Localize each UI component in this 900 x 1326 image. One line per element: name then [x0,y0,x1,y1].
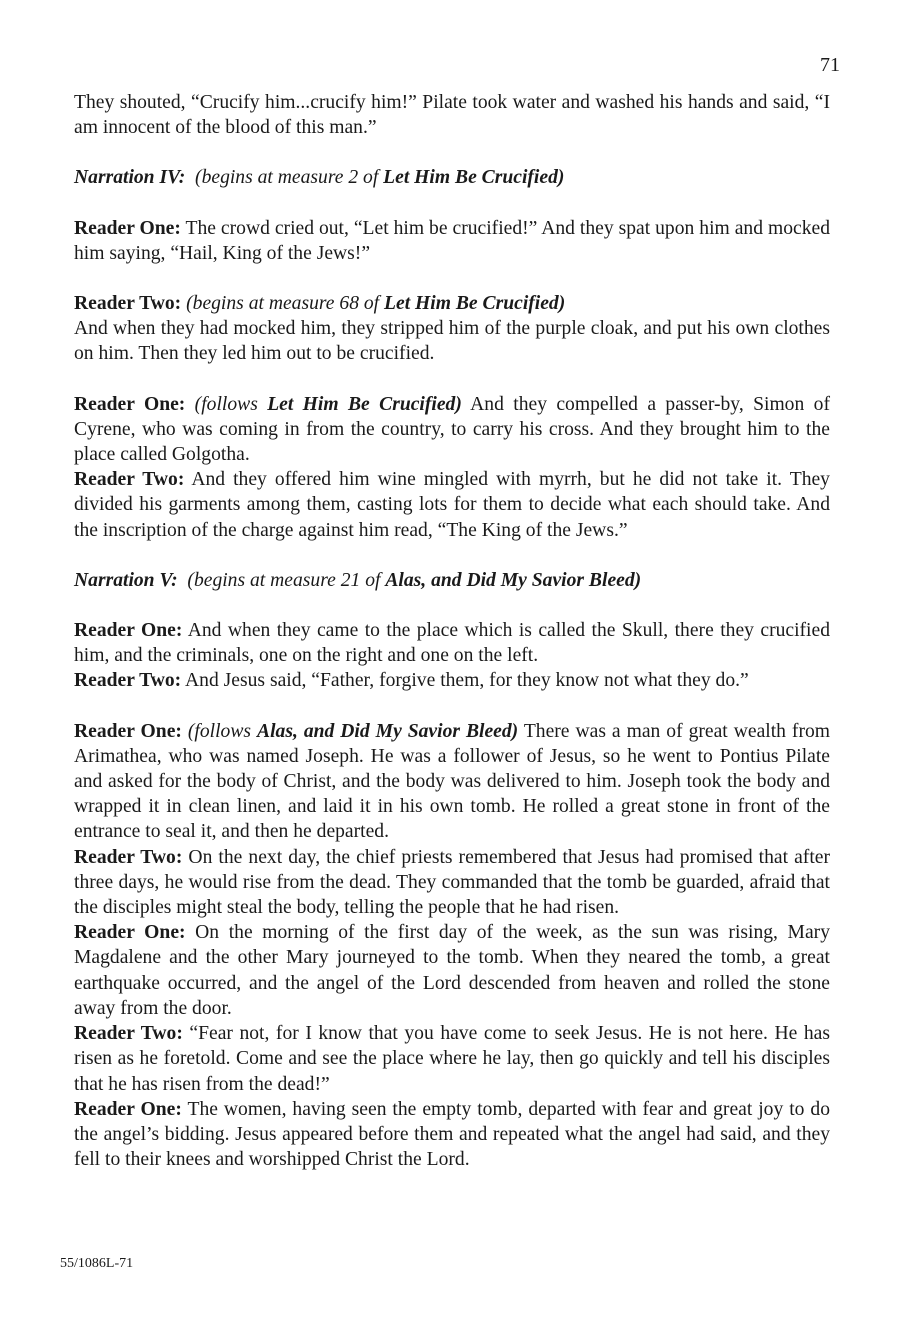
reader-text: There was a man of great wealth from Arimathea, who was named Joseph. He was a follower of Jesus, so he went to Pontius Pilate and asked for the body of Christ, and the body was delivered to him. Joseph took the body and wrapped it in clean linen, and laid it in his own tomb. He rolled a great stone in front of the entrance to seal it, and then he departed. [74,720,831,843]
reader-line [74,920,830,1021]
stage-direction [181,293,565,314]
reader-line [74,467,830,543]
reader-line [74,618,830,668]
song-title: Let Him Be Crucified) [384,293,566,315]
reader-line [74,1097,830,1173]
reader-text: On the morning of the first day of the week, as the sun was rising, Mary Magdalene and the other Mary journeyed to the tomb. When they neared the tomb, a great earthquake occurred, and the angel of the Lord descended from heaven and rolled the stone away from the door. [74,922,830,1019]
speaker-label: Reader Two: [74,293,182,315]
song-title: Let Him Be Crucified) [383,167,565,189]
direction-text: (begins at measure 68 of [181,293,385,315]
song-title: Alas, and Did My Savior Bleed) [257,720,519,742]
stage-direction [185,394,462,415]
narration-heading [74,568,830,593]
paragraph-text: They shouted, “Crucify him...crucify him!” Pilate took water and washed his hands and said, “I am innocent of the blood of this man.” [74,92,830,139]
reader-line [74,668,830,693]
speaker-label: Reader One: [74,393,186,415]
speaker-label: Reader Two: [74,469,185,491]
narration-label: Narration IV: [74,167,186,189]
page-number: 71 [820,54,840,76]
speaker-label: Reader One: [74,217,181,239]
script-text [74,90,830,1172]
speaker-label: Reader Two: [74,670,182,692]
direction-text: (follows [185,393,268,415]
song-title: Alas, and Did My Savior Bleed) [385,569,642,591]
direction-text: (follows [181,720,258,742]
reader-text: “Fear not, for I know that you have come to seek Jesus. He is not here. He has risen as he foretold. Come and see the place where he lay, then go quickly and tell his disciples that he has risen from the dead!” [74,1023,830,1095]
reader-text: And they compelled a passer-by, Simon of Cyrene, who was coming in from the country, to carry his cross. And they brought him to the place called Golgotha. [74,393,830,466]
reader-line [74,719,830,845]
speaker-label: Reader Two: [74,1023,183,1045]
reader-line [74,845,830,921]
speaker-label: Reader Two: [74,846,183,868]
catalog-footer: 55/1086L-71 [60,1256,134,1271]
stage-direction [182,721,518,742]
reader-line [74,1021,830,1097]
reader-text: And Jesus said, “Father, forgive them, for they know not what they do.” [181,670,749,692]
reader-text: The crowd cried out, “Let him be crucified!” And they spat upon him and mocked him saying, “Hail, King of the Jews!” [74,217,830,264]
speaker-label: Reader One: [74,1098,182,1120]
reader-line [74,392,830,468]
speaker-label: Reader One: [74,620,183,642]
song-title: Let Him Be Crucified) [267,393,462,415]
narration-cue: (begins at measure 2 of [195,167,384,189]
reader-line [74,216,830,266]
narration-heading [74,165,830,190]
reader-text: The women, having seen the empty tomb, departed with fear and great joy to do the angel’s bidding. Jesus appeared before them and repeated what the angel had said, and they fell to their knees and worshipped Christ the Lord. [74,1098,830,1171]
speaker-label: Reader One: [74,720,182,742]
paragraph [74,90,830,140]
speaker-label: Reader One: [74,922,186,944]
reader-text: On the next day, the chief priests remembered that Jesus had promised that after three days, he would rise from the dead. They commanded that the tomb be guarded, afraid that the disciples might steal the body, telling the people that he had risen. [74,846,830,919]
narration-label: Narration V: [74,569,178,591]
reader-line [74,291,830,367]
reader-text: And when they had mocked him, they stripped him of the purple cloak, and put his own clothes on him. Then they led him out to be crucified. [74,318,830,365]
reader-text: And they offered him wine mingled with myrrh, but he did not take it. They divided his garments among them, casting lots for them to decide what each should take. And the inscription of the charge against him read, “The King of the Jews.” [74,469,830,541]
narration-cue: (begins at measure 21 of [187,569,386,591]
reader-text: And when they came to the place which is called the Skull, there they crucified him, and the criminals, one on the right and one on the left. [74,620,830,667]
